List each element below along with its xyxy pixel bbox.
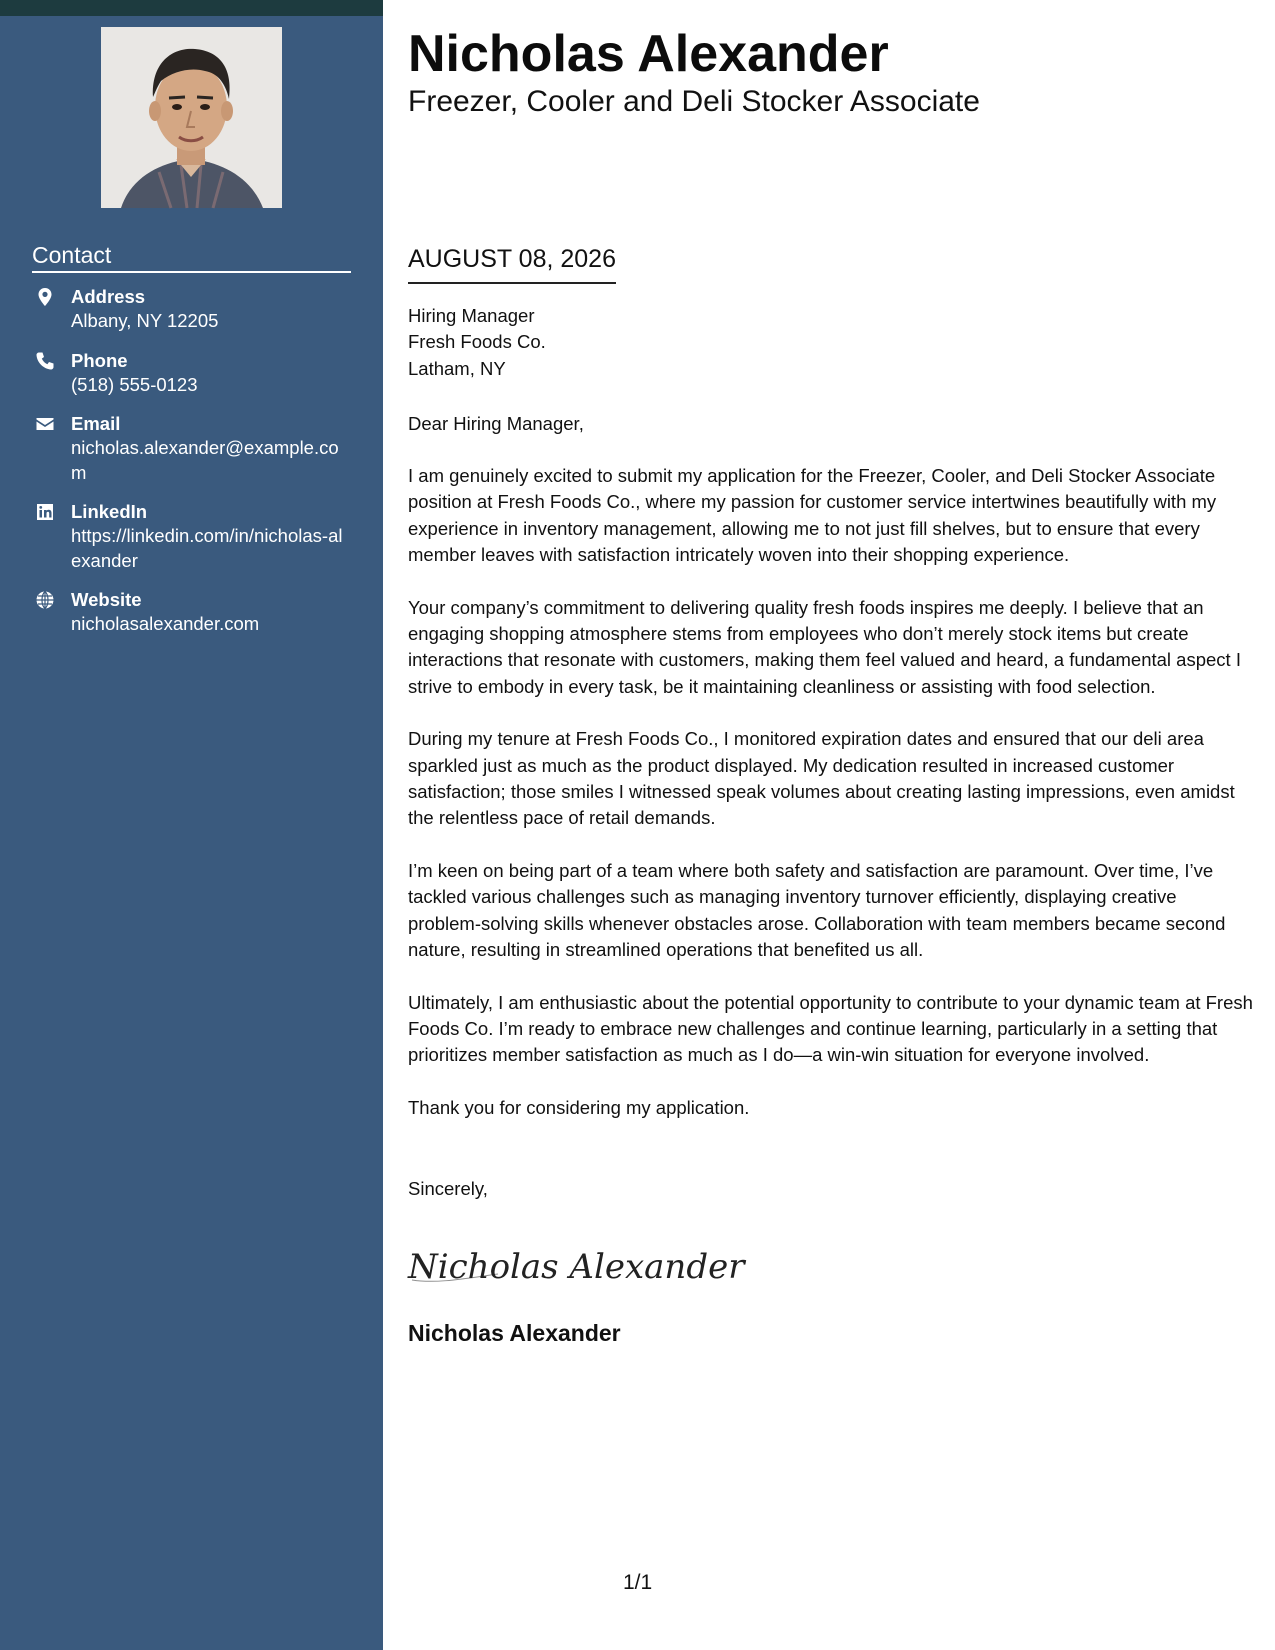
recipient-block [408,303,546,382]
website-value[interactable]: nicholasalexander.com [71,613,260,634]
handwritten-signature [408,1234,745,1294]
body-paragraph: Thank you for considering my application. [408,1097,750,1119]
contact-item-email [32,412,352,500]
signature-text: Nicholas Alexander [408,1247,745,1287]
envelope-icon [35,414,55,434]
sidebar-top-bar [0,0,383,16]
contact-item-website [32,588,352,648]
contact-item-phone [32,349,352,412]
body-paragraph: Your company’s commitment to delivering quality fresh foods inspires me deeply. I believe that an engaging shopping atmosphere stems from employees who don’t merely stock items but create interactions that resonate with customers, making them feel valued and heard, a fundamental aspect I strive to embody in every task, be it maintaining cleanliness or assisting with food selection. [408,596,1241,697]
body-paragraph: I’m keen on being part of a team where both safety and satisfaction are paramount. Over time, I’ve tackled various challenges such as managing inventory turnover efficiently, displaying creative problem-solving skills whenever obstacles arose. Collaboration with team members became second nature, resulting in streamlined operations that benefited us all. [408,860,1226,960]
sidebar [0,0,383,1650]
letter-date: AUGUST 08, 2026 [408,243,616,284]
body-paragraph: Ultimately, I am enthusiastic about the potential opportunity to contribute to your dynamic team at Fresh Foods Co. I’m ready to embrace new challenges and continue learning, particularly in a setting that prioritizes member satisfaction as much as I do—a win-win situation for everyone involved. [408,991,1253,1066]
linkedin-icon [35,502,55,522]
salutation: Dear Hiring Manager, [408,413,584,434]
letter-body [408,463,1253,1148]
contact-item-address [32,285,352,349]
job-title: Freezer, Cooler and Deli Stocker Associate [408,85,980,118]
recipient-line: Latham, NY [408,357,506,379]
contact-label: Website [71,589,142,610]
phone-icon [35,351,55,371]
contact-label: Address [71,286,146,307]
globe-icon [35,590,55,610]
email-value[interactable]: nicholas.alexander@example.com [71,437,339,483]
address-value: Albany, NY 12205 [71,310,219,331]
applicant-name: Nicholas Alexander [408,25,889,83]
contact-label: Phone [71,350,128,371]
contact-list [32,285,352,648]
contact-label: LinkedIn [71,501,148,522]
signer-name: Nicholas Alexander [408,1320,621,1346]
body-paragraph: During my tenure at Fresh Foods Co., I monitored expiration dates and ensured that our deli area sparkled just as much as the product displayed. My dedication resulted in increased customer satisfaction; those smiles I witnessed speak volumes about creating lasting impressions, even amidst the relentless pace of retail demands. [408,728,1235,829]
recipient-line: Hiring Manager [408,305,535,326]
contact-heading: Contact [32,240,351,273]
map-pin-icon [35,287,55,307]
body-paragraph: I am genuinely excited to submit my application for the Freezer, Cooler, and Deli Stocker Associate position at Fresh Foods Co., where my passion for customer service intertwines beautifully with my experience in inventory management, allowing me to not just fill shelves, but to ensure that every member leaves with satisfaction intricately woven into their shopping experience. [408,465,1217,565]
contact-label: Email [71,413,121,434]
closing: Sincerely, [408,1178,488,1199]
linkedin-value[interactable]: https://linkedin.com/in/nicholas-alexander [71,525,343,571]
phone-value: (518) 555-0123 [71,374,198,395]
page-number: 1/1 [623,1571,653,1594]
profile-photo [101,27,282,208]
recipient-line: Fresh Foods Co. [408,331,546,353]
contact-item-linkedin [32,500,352,588]
